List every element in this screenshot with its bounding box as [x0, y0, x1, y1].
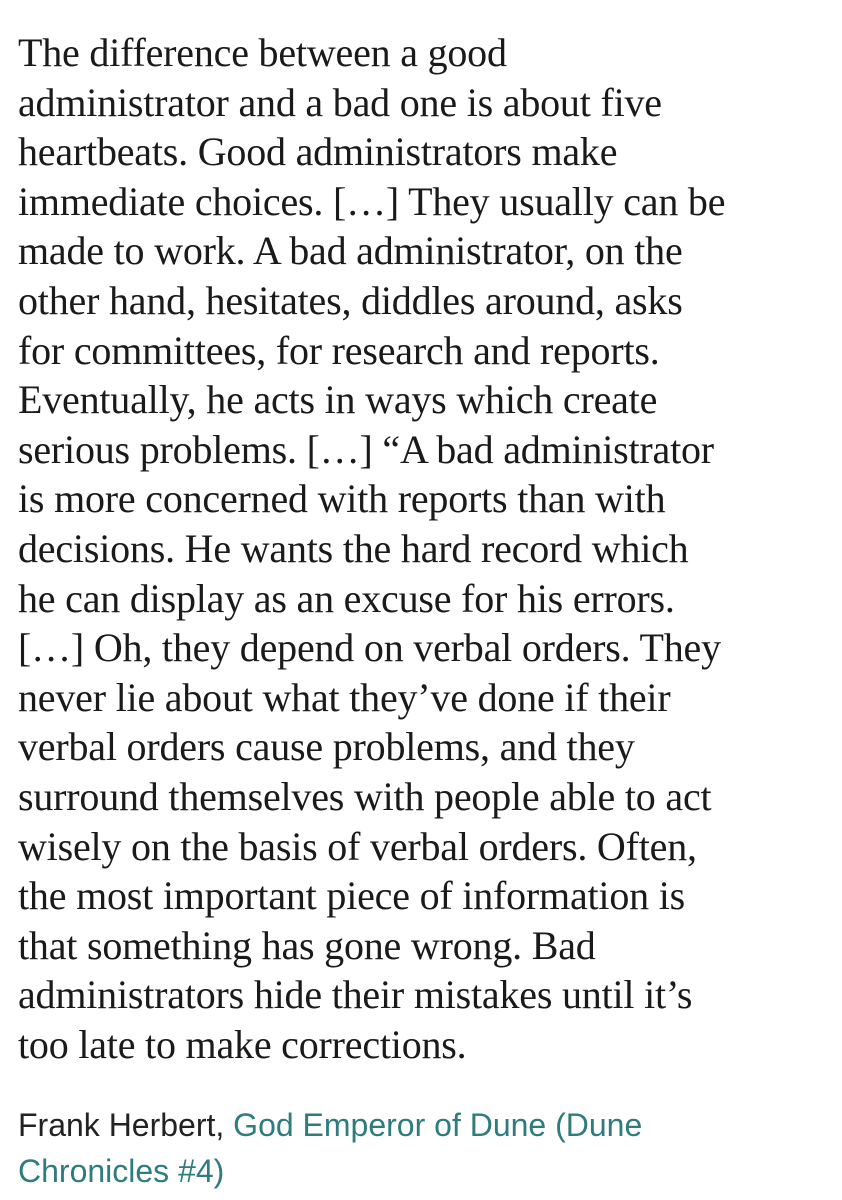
- quote-text: [18, 28, 834, 1069]
- quote-line: for committees, for research and reports.: [18, 327, 660, 373]
- quote-line: administrator and a bad one is about five: [18, 79, 662, 125]
- quote-line: surround themselves with people able to act: [18, 773, 712, 819]
- quote-line: he can display as an excuse for his errors.: [18, 575, 675, 621]
- quote-line: never lie about what they’ve done if their: [18, 674, 671, 720]
- quote-line: […] Oh, they depend on verbal orders. They: [18, 625, 721, 671]
- quote-line: is more concerned with reports than with: [18, 476, 666, 522]
- quote-line: immediate choices. […] They usually can be: [18, 178, 726, 224]
- book-title-line2: Chronicles #4): [18, 1153, 225, 1189]
- quote-line: other hand, hesitates, diddles around, asks: [18, 277, 683, 323]
- book-title-line1: God Emperor of Dune (Dune: [233, 1107, 643, 1143]
- quote-line: the most important piece of information is: [18, 873, 686, 919]
- quote-line: serious problems. […] “A bad administrator: [18, 426, 714, 472]
- quote-line: Eventually, he acts in ways which create: [18, 377, 658, 423]
- author-name: Frank Herbert,: [18, 1107, 225, 1143]
- quote-line: wisely on the basis of verbal orders. Often,: [18, 823, 697, 869]
- quote-line: too late to make corrections.: [18, 1021, 467, 1067]
- quote-line: The difference between a good: [18, 30, 507, 75]
- quote-line: verbal orders cause problems, and they: [18, 724, 635, 770]
- quote-line: administrators hide their mistakes until it’s: [18, 972, 693, 1018]
- quote-line: heartbeats. Good administrators make: [18, 129, 618, 175]
- quote-line: that something has gone wrong. Bad: [18, 922, 596, 968]
- attribution: [18, 1102, 818, 1194]
- quote-line: decisions. He wants the hard record which: [18, 525, 689, 571]
- quote-line: made to work. A bad administrator, on the: [18, 228, 683, 274]
